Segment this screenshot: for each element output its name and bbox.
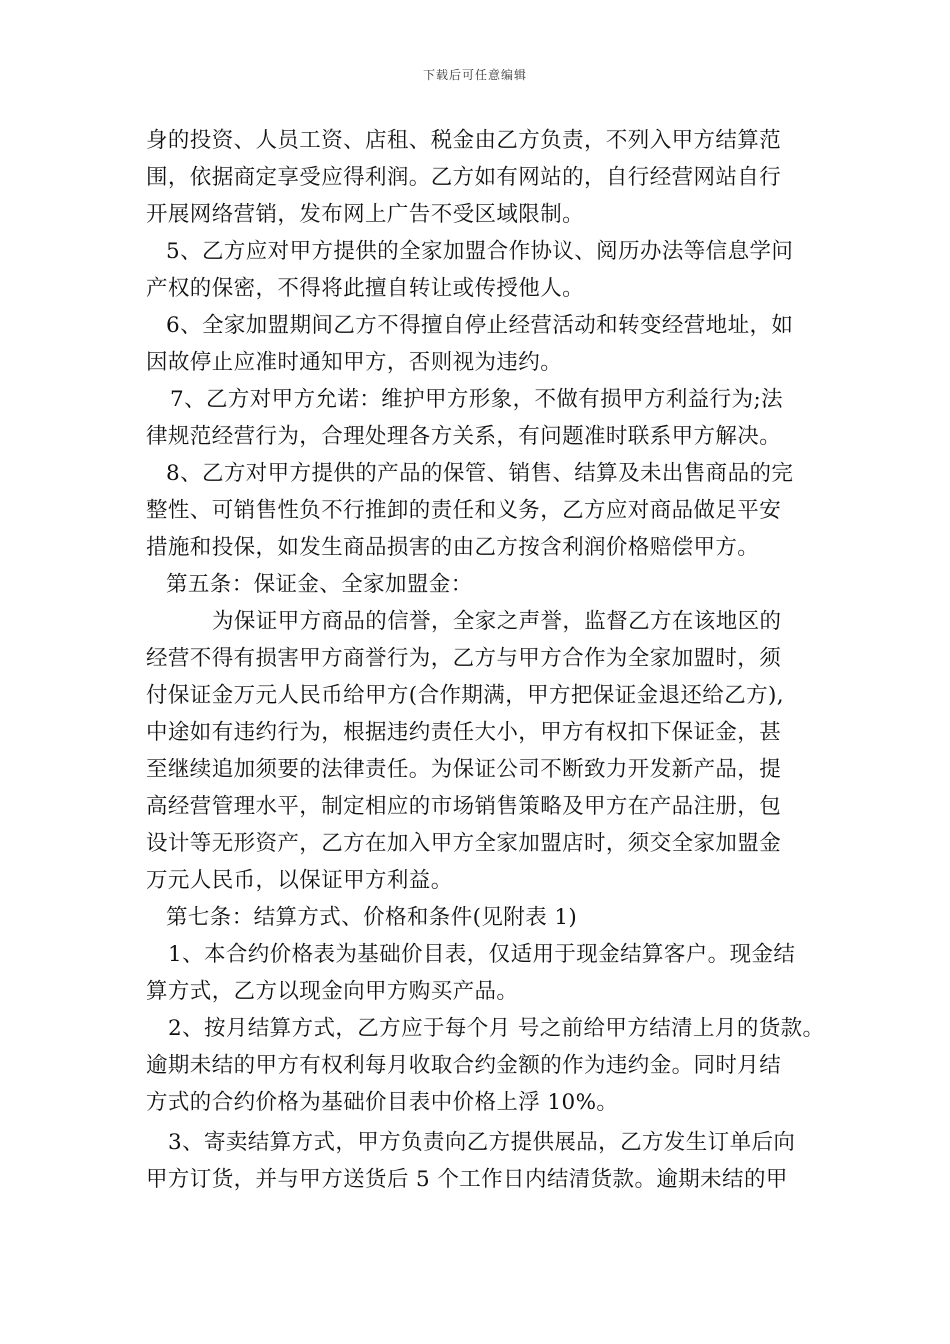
text-line: 围，依据商定享受应得利润。乙方如有网站的，自行经营网站自行 (146, 165, 782, 190)
text-line: 甲方订货，并与甲方送货后 5 个工作日内结清货款。逾期未结的甲 (146, 1167, 788, 1192)
text-line: 逾期未结的甲方有权利每月收取合约金额的作为违约金。同时月结 (146, 1053, 782, 1078)
clause-8-line: 8、乙方对甲方提供的产品的保管、销售、结算及未出售商品的完 (166, 461, 794, 486)
article-7-heading: 第七条：结算方式、价格和条件(见附表 1) (166, 905, 578, 930)
text-line: 中途如有违约行为，根据违约责任大小，甲方有权扣下保证金，甚 (146, 720, 782, 745)
text-line: 为保证甲方商品的信誉，全家之声誉，监督乙方在该地区的 (212, 609, 782, 634)
text-line: 产权的保密，不得将此擅自转让或传授他人。 (146, 276, 585, 301)
article-5-heading: 第五条：保证金、全家加盟金： (166, 572, 473, 597)
text-line: 经营不得有损害甲方商誉行为，乙方与甲方合作为全家加盟时，须 (146, 646, 782, 671)
clause-7-line: 7、乙方对甲方允诺：维护甲方形象，不做有损甲方利益行为;法 (170, 387, 784, 412)
text-line: 万元人民币，以保证甲方利益。 (146, 868, 453, 893)
clause-2-line: 2、按月结算方式，乙方应于每个月 号之前给甲方结清上月的货款。 (168, 1016, 825, 1041)
clause-5-line: 5、乙方应对甲方提供的全家加盟合作协议、阅历办法等信息学问 (166, 239, 794, 264)
text-line: 因故停止应准时通知甲方，否则视为违约。 (146, 350, 563, 375)
text-line: 算方式，乙方以现金向甲方购买产品。 (146, 979, 519, 1004)
document-body (146, 122, 825, 1198)
text-line: 身的投资、人员工资、店租、税金由乙方负责，不列入甲方结算范 (146, 128, 782, 153)
page-header: 下载后可任意编辑 (422, 68, 527, 82)
text-line: 付保证金万元人民币给甲方(合作期满，甲方把保证金退还给乙方), (146, 683, 785, 708)
text-line: 至继续追加须要的法律责任。为保证公司不断致力开发新产品，提 (146, 757, 782, 782)
text-line: 措施和投保，如发生商品损害的由乙方按含利润价格赔偿甲方。 (146, 535, 760, 560)
clause-3-line: 3、寄卖结算方式，甲方负责向乙方提供展品，乙方发生订单后向 (168, 1130, 796, 1155)
text-line: 设计等无形资产，乙方在加入甲方全家加盟店时，须交全家加盟金 (146, 831, 782, 856)
text-line: 方式的合约价格为基础价目表中价格上浮 10%。 (146, 1090, 619, 1115)
clause-1-line: 1、本合约价格表为基础价目表，仅适用于现金结算客户。现金结 (168, 942, 796, 967)
clause-6-line: 6、全家加盟期间乙方不得擅自停止经营活动和转变经营地址，如 (166, 313, 794, 338)
text-line: 律规范经营行为，合理处理各方关系，有问题准时联系甲方解决。 (146, 424, 782, 449)
text-line: 整性、可销售性负不行推卸的责任和义务，乙方应对商品做足平安 (146, 498, 782, 523)
text-line: 开展网络营销，发布网上广告不受区域限制。 (146, 202, 585, 227)
text-line: 高经营管理水平，制定相应的市场销售策略及甲方在产品注册，包 (146, 794, 782, 819)
